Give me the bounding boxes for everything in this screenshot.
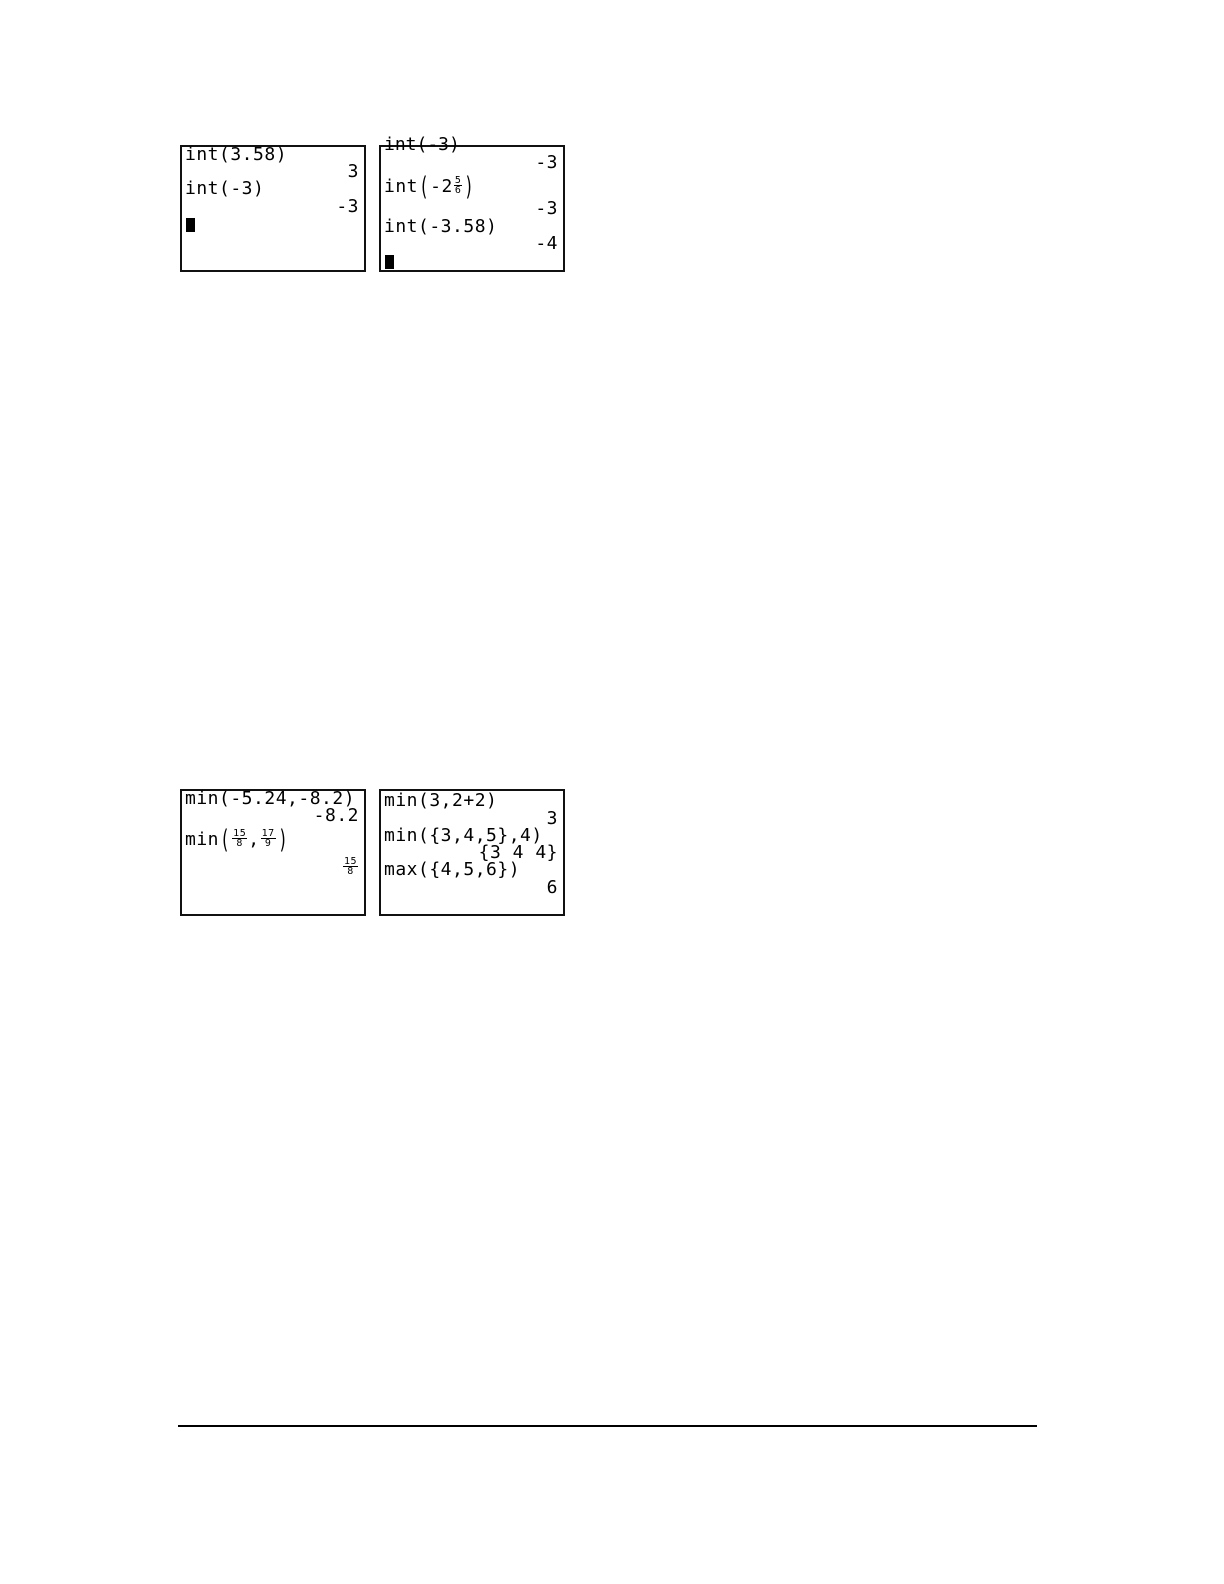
calculator-screen-int-2: [379, 134, 565, 272]
result-line: 3: [546, 808, 558, 829]
cursor-block: [385, 255, 394, 269]
result-line: {3 4 4}: [478, 842, 558, 863]
fraction: [232, 829, 247, 848]
calculator-screen-min-1: [180, 789, 366, 916]
close-paren: ): [277, 825, 288, 855]
input-line: min(3,2+2): [384, 790, 498, 811]
input-line: min(-5.24,-8.2): [185, 788, 356, 809]
result-line: -3: [336, 196, 359, 217]
comma: ,: [248, 829, 260, 850]
fraction-denominator: 8: [347, 865, 354, 877]
result-line: 3: [347, 161, 359, 182]
calculator-screen-int-1: [180, 145, 366, 272]
result-line: -3: [535, 152, 558, 173]
input-line: max({4,5,6}): [384, 859, 521, 880]
fraction-numerator: 17: [261, 827, 275, 839]
fraction: [261, 829, 276, 848]
input-line: int(3.58): [185, 144, 288, 165]
fraction-numerator: 15: [343, 855, 357, 867]
open-paren: (: [220, 825, 230, 855]
open-paren: (: [419, 172, 429, 202]
fraction: [454, 176, 463, 195]
whole-part: -2: [430, 176, 453, 197]
result-line-fraction: [342, 857, 359, 879]
calculator-screen-min-2: [379, 789, 565, 916]
cursor-block: [186, 218, 195, 232]
result-line: -8.2: [313, 805, 359, 826]
function-name: min: [185, 829, 220, 850]
footer-rule: [178, 1425, 1037, 1427]
input-line: min({3,4,5},4): [384, 825, 543, 846]
fraction-denominator: 9: [264, 837, 272, 849]
fraction-numerator: 5: [454, 174, 462, 186]
fraction-numerator: 15: [233, 827, 247, 839]
fraction-denominator: 6: [454, 184, 462, 196]
input-line: int(-3): [185, 178, 265, 199]
fraction: [343, 857, 358, 876]
function-name: int: [384, 176, 419, 197]
clipped-input-line: int(-3): [384, 134, 460, 155]
input-line-fraction: [185, 825, 359, 855]
result-line: -3: [535, 198, 558, 219]
result-line: -4: [535, 233, 558, 254]
fraction-denominator: 8: [236, 837, 243, 849]
result-line: 6: [546, 877, 558, 898]
close-paren: ): [464, 172, 475, 202]
input-line: int(-3.58): [384, 216, 498, 237]
input-line-fraction: [384, 172, 558, 202]
